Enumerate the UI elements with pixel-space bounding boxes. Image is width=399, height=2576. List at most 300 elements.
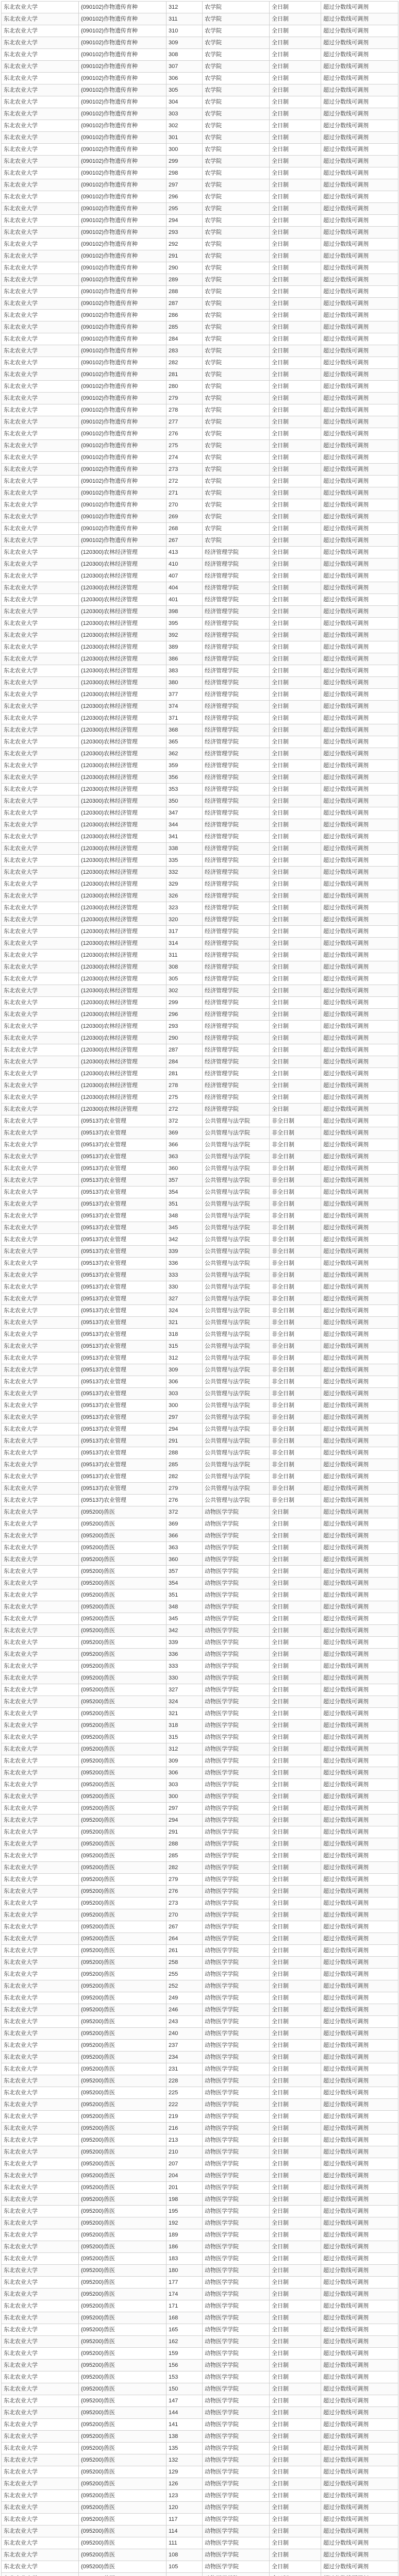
study-mode-cell: 全日制 — [270, 179, 321, 191]
note-cell: 超过分数线可调剂 — [321, 239, 398, 250]
school-cell: 东北农业大学 — [2, 701, 79, 713]
score-cell: 299 — [167, 156, 203, 167]
score-cell: 407 — [167, 570, 203, 582]
major-cell: (090102)作物遗传育种 — [79, 262, 167, 274]
college-cell: 经济管理学院 — [203, 606, 270, 618]
college-cell: 公共管理与法学院 — [203, 1412, 270, 1423]
major-cell: (090102)作物遗传育种 — [79, 274, 167, 286]
school-cell: 东北农业大学 — [2, 1708, 79, 1720]
school-cell: 东北农业大学 — [2, 2028, 79, 2040]
table-row — [2, 1578, 398, 1589]
score-cell: 351 — [167, 1589, 203, 1601]
school-cell: 东北农业大学 — [2, 2217, 79, 2229]
school-cell: 东北农业大学 — [2, 1755, 79, 1767]
major-cell: (095137)农业管理 — [79, 1163, 167, 1175]
major-cell: (095200)兽医 — [79, 1969, 167, 1980]
table-row — [2, 855, 398, 867]
study-mode-cell: 全日制 — [270, 2063, 321, 2075]
note-cell: 超过分数线可调剂 — [321, 1056, 398, 1068]
school-cell: 东北农业大学 — [2, 1317, 79, 1329]
note-cell: 超过分数线可调剂 — [321, 2300, 398, 2312]
note-cell: 超过分数线可调剂 — [321, 997, 398, 1009]
table-row — [2, 1886, 398, 1897]
note-cell: 超过分数线可调剂 — [321, 393, 398, 404]
study-mode-cell: 全日制 — [270, 1992, 321, 2004]
college-cell: 经济管理学院 — [203, 843, 270, 855]
table-row — [2, 215, 398, 227]
table-row — [2, 84, 398, 96]
school-cell: 东北农业大学 — [2, 641, 79, 653]
study-mode-cell: 全日制 — [270, 1909, 321, 1921]
study-mode-cell: 全日制 — [270, 677, 321, 689]
study-mode-cell: 全日制 — [270, 2253, 321, 2265]
school-cell: 东北农业大学 — [2, 961, 79, 973]
school-cell: 东北农业大学 — [2, 1732, 79, 1743]
school-cell: 东北农业大学 — [2, 2514, 79, 2526]
table-row — [2, 1115, 398, 1127]
score-cell: 354 — [167, 1187, 203, 1198]
note-cell: 超过分数线可调剂 — [321, 1506, 398, 1518]
note-cell: 超过分数线可调剂 — [321, 13, 398, 25]
study-mode-cell: 全日制 — [270, 2526, 321, 2537]
note-cell: 超过分数线可调剂 — [321, 37, 398, 49]
table-row — [2, 523, 398, 535]
college-cell: 动物医学学院 — [203, 1992, 270, 2004]
major-cell: (095200)兽医 — [79, 1850, 167, 1862]
study-mode-cell: 全日制 — [270, 487, 321, 499]
table-row — [2, 428, 398, 440]
college-cell: 农学院 — [203, 215, 270, 227]
study-mode-cell: 全日制 — [270, 713, 321, 724]
major-cell: (090102)作物遗传育种 — [79, 464, 167, 476]
note-cell: 超过分数线可调剂 — [321, 1495, 398, 1506]
major-cell: (120300)农林经济管理 — [79, 938, 167, 950]
study-mode-cell: 非全日制 — [270, 1222, 321, 1234]
study-mode-cell: 全日制 — [270, 1021, 321, 1032]
table-row — [2, 1388, 398, 1400]
college-cell: 经济管理学院 — [203, 926, 270, 938]
score-cell: 347 — [167, 807, 203, 819]
score-cell: 284 — [167, 333, 203, 345]
college-cell: 经济管理学院 — [203, 724, 270, 736]
school-cell: 东北农业大学 — [2, 1933, 79, 1945]
college-cell: 公共管理与法学院 — [203, 1471, 270, 1483]
study-mode-cell: 全日制 — [270, 1743, 321, 1755]
score-cell: 282 — [167, 357, 203, 369]
note-cell: 超过分数线可调剂 — [321, 2537, 398, 2549]
school-cell: 东北农业大学 — [2, 191, 79, 203]
school-cell: 东北农业大学 — [2, 772, 79, 784]
school-cell: 东北农业大学 — [2, 2158, 79, 2170]
school-cell: 东北农业大学 — [2, 1696, 79, 1708]
study-mode-cell: 全日制 — [270, 1613, 321, 1625]
major-cell: (095137)农业管理 — [79, 1423, 167, 1435]
school-cell: 东北农业大学 — [2, 1542, 79, 1554]
school-cell: 东北农业大学 — [2, 13, 79, 25]
major-cell: (120300)农林经济管理 — [79, 831, 167, 843]
college-cell: 动物医学学院 — [203, 2407, 270, 2419]
table-row — [2, 37, 398, 49]
major-cell: (090102)作物遗传育种 — [79, 298, 167, 310]
score-cell: 123 — [167, 2490, 203, 2502]
school-cell: 东北农业大学 — [2, 1684, 79, 1696]
college-cell: 动物医学学院 — [203, 1862, 270, 1874]
school-cell: 东北农业大学 — [2, 2277, 79, 2289]
score-cell: 301 — [167, 132, 203, 144]
table-row — [2, 1376, 398, 1388]
note-cell: 超过分数线可调剂 — [321, 1364, 398, 1376]
note-cell: 超过分数线可调剂 — [321, 2111, 398, 2123]
note-cell: 超过分数线可调剂 — [321, 179, 398, 191]
college-cell: 农学院 — [203, 345, 270, 357]
table-row — [2, 701, 398, 713]
major-cell: (095200)兽医 — [79, 1945, 167, 1957]
score-cell: 249 — [167, 1992, 203, 2004]
study-mode-cell: 全日制 — [270, 606, 321, 618]
score-cell: 267 — [167, 535, 203, 547]
score-cell: 278 — [167, 404, 203, 416]
note-cell: 超过分数线可调剂 — [321, 2217, 398, 2229]
major-cell: (120300)农林经济管理 — [79, 867, 167, 878]
score-cell: 294 — [167, 215, 203, 227]
table-row — [2, 1092, 398, 1104]
note-cell: 超过分数线可调剂 — [321, 1803, 398, 1815]
school-cell: 东北农业大学 — [2, 1471, 79, 1483]
note-cell: 超过分数线可调剂 — [321, 2265, 398, 2277]
note-cell: 超过分数线可调剂 — [321, 1589, 398, 1601]
major-cell: (095137)农业管理 — [79, 1329, 167, 1341]
study-mode-cell: 全日制 — [270, 1862, 321, 1874]
college-cell: 农学院 — [203, 179, 270, 191]
college-cell: 经济管理学院 — [203, 1032, 270, 1044]
note-cell: 超过分数线可调剂 — [321, 1957, 398, 1969]
school-cell: 东北农业大学 — [2, 1281, 79, 1293]
score-cell: 282 — [167, 1862, 203, 1874]
note-cell: 超过分数线可调剂 — [321, 701, 398, 713]
college-cell: 动物医学学院 — [203, 2300, 270, 2312]
table-row — [2, 1980, 398, 1992]
college-cell: 动物医学学院 — [203, 1649, 270, 1660]
study-mode-cell: 全日制 — [270, 381, 321, 393]
college-cell: 经济管理学院 — [203, 547, 270, 558]
study-mode-cell: 非全日制 — [270, 1423, 321, 1435]
major-cell: (095200)兽医 — [79, 2217, 167, 2229]
score-cell: 289 — [167, 274, 203, 286]
college-cell: 动物医学学院 — [203, 1732, 270, 1743]
school-cell: 东北农业大学 — [2, 677, 79, 689]
note-cell: 超过分数线可调剂 — [321, 2040, 398, 2052]
college-cell: 动物医学学院 — [203, 2490, 270, 2502]
score-cell: 309 — [167, 1364, 203, 1376]
school-cell: 东北农业大学 — [2, 1803, 79, 1815]
school-cell: 东北农业大学 — [2, 665, 79, 677]
table-row — [2, 1542, 398, 1554]
college-cell: 动物医学学院 — [203, 2016, 270, 2028]
table-row — [2, 1163, 398, 1175]
major-cell: (095200)兽医 — [79, 2454, 167, 2466]
school-cell: 东北农业大学 — [2, 606, 79, 618]
study-mode-cell: 全日制 — [270, 890, 321, 902]
major-cell: (095137)农业管理 — [79, 1115, 167, 1127]
major-cell: (095200)兽医 — [79, 2300, 167, 2312]
major-cell: (090102)作物遗传育种 — [79, 120, 167, 132]
score-cell: 312 — [167, 1352, 203, 1364]
school-cell: 东北农业大学 — [2, 2206, 79, 2217]
major-cell: (120300)农林经济管理 — [79, 1021, 167, 1032]
major-cell: (095200)兽医 — [79, 2360, 167, 2371]
table-row — [2, 2182, 398, 2194]
college-cell: 动物医学学院 — [203, 1613, 270, 1625]
table-row — [2, 1566, 398, 1578]
major-cell: (095200)兽医 — [79, 2324, 167, 2336]
major-cell: (090102)作物遗传育种 — [79, 487, 167, 499]
major-cell: (095200)兽医 — [79, 2004, 167, 2016]
table-row — [2, 713, 398, 724]
note-cell: 超过分数线可调剂 — [321, 890, 398, 902]
note-cell: 超过分数线可调剂 — [321, 1068, 398, 1080]
school-cell: 东北农业大学 — [2, 428, 79, 440]
note-cell: 超过分数线可调剂 — [321, 1518, 398, 1530]
table-row — [2, 487, 398, 499]
study-mode-cell: 全日制 — [270, 523, 321, 535]
major-cell: (095137)农业管理 — [79, 1412, 167, 1423]
score-cell: 383 — [167, 665, 203, 677]
score-cell: 351 — [167, 1198, 203, 1210]
study-mode-cell: 非全日制 — [270, 1151, 321, 1163]
major-cell: (120300)农林经济管理 — [79, 677, 167, 689]
table-row — [2, 1471, 398, 1483]
score-cell: 298 — [167, 167, 203, 179]
school-cell: 东北农业大学 — [2, 179, 79, 191]
major-cell: (095200)兽医 — [79, 2063, 167, 2075]
score-cell: 201 — [167, 2182, 203, 2194]
note-cell: 超过分数线可调剂 — [321, 2466, 398, 2478]
table-row — [2, 2431, 398, 2443]
school-cell: 东北农业大学 — [2, 1578, 79, 1589]
table-row — [2, 1530, 398, 1542]
college-cell: 公共管理与法学院 — [203, 1246, 270, 1258]
school-cell: 东北农业大学 — [2, 985, 79, 997]
major-cell: (095200)兽医 — [79, 1530, 167, 1542]
score-cell: 270 — [167, 1909, 203, 1921]
school-cell: 东北农业大学 — [2, 1234, 79, 1246]
table-row — [2, 464, 398, 476]
school-cell: 东北农业大学 — [2, 1009, 79, 1021]
score-cell: 295 — [167, 203, 203, 215]
table-row — [2, 594, 398, 606]
score-cell: 222 — [167, 2099, 203, 2111]
table-row — [2, 1080, 398, 1092]
major-cell: (120300)农林经济管理 — [79, 914, 167, 926]
table-row — [2, 333, 398, 345]
study-mode-cell: 全日制 — [270, 1945, 321, 1957]
note-cell: 超过分数线可调剂 — [321, 1471, 398, 1483]
score-cell: 303 — [167, 1388, 203, 1400]
score-cell: 252 — [167, 1980, 203, 1992]
study-mode-cell: 全日制 — [270, 345, 321, 357]
study-mode-cell: 全日制 — [270, 144, 321, 156]
major-cell: (095137)农业管理 — [79, 1127, 167, 1139]
note-cell: 超过分数线可调剂 — [321, 452, 398, 464]
score-cell: 297 — [167, 1412, 203, 1423]
college-cell: 动物医学学院 — [203, 1767, 270, 1779]
major-cell: (095137)农业管理 — [79, 1483, 167, 1495]
study-mode-cell: 全日制 — [270, 1009, 321, 1021]
college-cell: 农学院 — [203, 227, 270, 239]
college-cell: 经济管理学院 — [203, 997, 270, 1009]
note-cell: 超过分数线可调剂 — [321, 1649, 398, 1660]
note-cell: 超过分数线可调剂 — [321, 132, 398, 144]
school-cell: 东北农业大学 — [2, 2134, 79, 2146]
score-cell: 174 — [167, 2289, 203, 2300]
note-cell: 超过分数线可调剂 — [321, 1080, 398, 1092]
note-cell: 超过分数线可调剂 — [321, 61, 398, 73]
note-cell: 超过分数线可调剂 — [321, 1969, 398, 1980]
table-row — [2, 807, 398, 819]
school-cell: 东北农业大学 — [2, 1056, 79, 1068]
major-cell: (090102)作物遗传育种 — [79, 84, 167, 96]
note-cell: 超过分数线可调剂 — [321, 156, 398, 167]
college-cell: 农学院 — [203, 84, 270, 96]
school-cell: 东北农业大学 — [2, 2443, 79, 2454]
college-cell: 农学院 — [203, 144, 270, 156]
study-mode-cell: 全日制 — [270, 1803, 321, 1815]
table-row — [2, 369, 398, 381]
note-cell: 超过分数线可调剂 — [321, 2277, 398, 2289]
study-mode-cell: 全日制 — [270, 2312, 321, 2324]
school-cell: 东北农业大学 — [2, 2324, 79, 2336]
score-cell: 292 — [167, 239, 203, 250]
table-row — [2, 1969, 398, 1980]
school-cell: 东北农业大学 — [2, 2371, 79, 2383]
study-mode-cell: 全日制 — [270, 902, 321, 914]
school-cell: 东北农业大学 — [2, 2502, 79, 2514]
study-mode-cell: 非全日制 — [270, 1246, 321, 1258]
study-mode-cell: 非全日制 — [270, 1175, 321, 1187]
study-mode-cell: 全日制 — [270, 819, 321, 831]
note-cell: 超过分数线可调剂 — [321, 1246, 398, 1258]
major-cell: (095200)兽医 — [79, 1696, 167, 1708]
school-cell: 东北农业大学 — [2, 250, 79, 262]
score-cell: 318 — [167, 1329, 203, 1341]
score-cell: 366 — [167, 1530, 203, 1542]
school-cell: 东北农业大学 — [2, 1969, 79, 1980]
major-cell: (090102)作物遗传育种 — [79, 476, 167, 487]
school-cell: 东北农业大学 — [2, 1032, 79, 1044]
table-row — [2, 13, 398, 25]
college-cell: 动物医学学院 — [203, 2146, 270, 2158]
study-mode-cell: 全日制 — [270, 428, 321, 440]
note-cell: 超过分数线可调剂 — [321, 404, 398, 416]
study-mode-cell: 全日制 — [270, 1660, 321, 1672]
major-cell: (095200)兽医 — [79, 1649, 167, 1660]
study-mode-cell: 全日制 — [270, 393, 321, 404]
study-mode-cell: 全日制 — [270, 2265, 321, 2277]
note-cell: 超过分数线可调剂 — [321, 298, 398, 310]
score-cell: 147 — [167, 2395, 203, 2407]
note-cell: 超过分数线可调剂 — [321, 1945, 398, 1957]
score-cell: 168 — [167, 2312, 203, 2324]
study-mode-cell: 全日制 — [270, 2028, 321, 2040]
table-row — [2, 167, 398, 179]
note-cell: 超过分数线可调剂 — [321, 84, 398, 96]
major-cell: (095200)兽医 — [79, 1957, 167, 1969]
note-cell: 超过分数线可调剂 — [321, 1672, 398, 1684]
score-cell: 282 — [167, 1471, 203, 1483]
study-mode-cell: 全日制 — [270, 452, 321, 464]
school-cell: 东北农业大学 — [2, 2454, 79, 2466]
major-cell: (095200)兽医 — [79, 2170, 167, 2182]
school-cell: 东北农业大学 — [2, 1352, 79, 1364]
major-cell: (095200)兽医 — [79, 1542, 167, 1554]
college-cell: 经济管理学院 — [203, 819, 270, 831]
note-cell: 超过分数线可调剂 — [321, 2360, 398, 2371]
table-row — [2, 2419, 398, 2431]
college-cell: 动物医学学院 — [203, 1566, 270, 1578]
study-mode-cell: 全日制 — [270, 1933, 321, 1945]
school-cell: 东北农业大学 — [2, 1649, 79, 1660]
table-row — [2, 2099, 398, 2111]
table-row — [2, 1175, 398, 1187]
school-cell: 东北农业大学 — [2, 1115, 79, 1127]
table-row — [2, 2561, 398, 2573]
score-cell: 348 — [167, 1601, 203, 1613]
score-cell: 156 — [167, 2360, 203, 2371]
note-cell: 超过分数线可调剂 — [321, 843, 398, 855]
major-cell: (095200)兽医 — [79, 1755, 167, 1767]
school-cell: 东北农业大学 — [2, 49, 79, 61]
score-cell: 268 — [167, 523, 203, 535]
school-cell: 东北农业大学 — [2, 914, 79, 926]
school-cell: 东北农业大学 — [2, 1175, 79, 1187]
table-row — [2, 1613, 398, 1625]
note-cell: 超过分数线可调剂 — [321, 831, 398, 843]
college-cell: 农学院 — [203, 381, 270, 393]
note-cell: 超过分数线可调剂 — [321, 665, 398, 677]
college-cell: 经济管理学院 — [203, 772, 270, 784]
note-cell: 超过分数线可调剂 — [321, 1743, 398, 1755]
major-cell: (090102)作物遗传育种 — [79, 215, 167, 227]
study-mode-cell: 全日制 — [270, 37, 321, 49]
study-mode-cell: 非全日制 — [270, 1317, 321, 1329]
school-cell: 东北农业大学 — [2, 2431, 79, 2443]
college-cell: 经济管理学院 — [203, 1104, 270, 1115]
study-mode-cell: 全日制 — [270, 2229, 321, 2241]
major-cell: (095200)兽医 — [79, 1886, 167, 1897]
table-row — [2, 298, 398, 310]
study-mode-cell: 全日制 — [270, 274, 321, 286]
table-body — [2, 2, 398, 2576]
note-cell: 超过分数线可调剂 — [321, 1578, 398, 1589]
major-cell: (095137)农业管理 — [79, 1435, 167, 1447]
study-mode-cell: 非全日制 — [270, 1127, 321, 1139]
college-cell: 动物医学学院 — [203, 1980, 270, 1992]
note-cell: 超过分数线可调剂 — [321, 1281, 398, 1293]
college-cell: 动物医学学院 — [203, 1909, 270, 1921]
score-cell: 359 — [167, 760, 203, 772]
note-cell: 超过分数线可调剂 — [321, 1092, 398, 1104]
note-cell: 超过分数线可调剂 — [321, 1341, 398, 1352]
college-cell: 动物医学学院 — [203, 1803, 270, 1815]
study-mode-cell: 全日制 — [270, 286, 321, 298]
score-cell: 264 — [167, 1933, 203, 1945]
major-cell: (090102)作物遗传育种 — [79, 286, 167, 298]
school-cell: 东北农业大学 — [2, 2016, 79, 2028]
table-row — [2, 2253, 398, 2265]
study-mode-cell: 全日制 — [270, 594, 321, 606]
score-cell: 271 — [167, 487, 203, 499]
college-cell: 农学院 — [203, 156, 270, 167]
